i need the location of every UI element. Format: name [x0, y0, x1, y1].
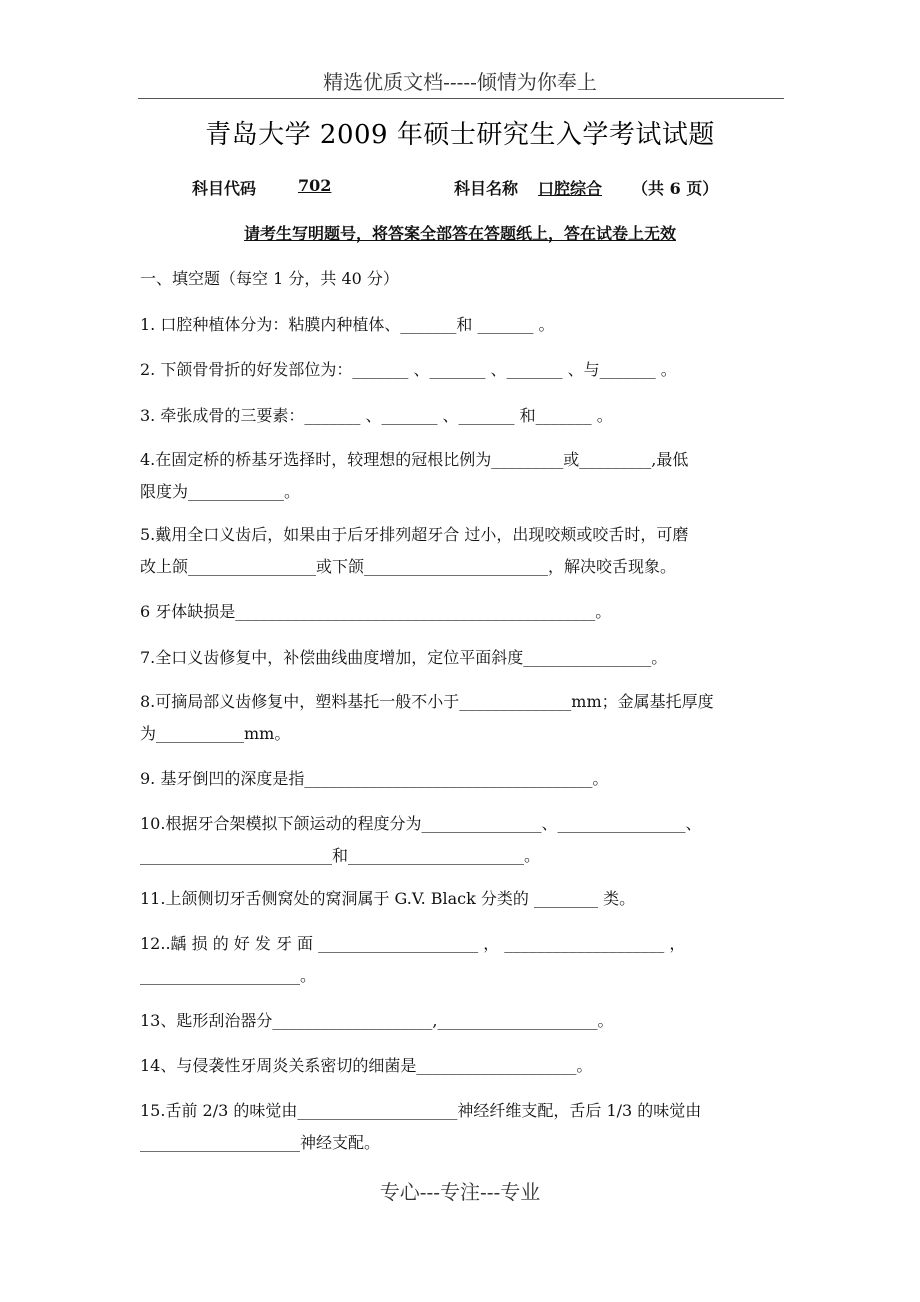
question-line: 6 牙体缺损是_____________________________________________。: [140, 602, 612, 621]
question-line: 13、匙形刮治器分____________________,____________________。: [140, 1011, 614, 1030]
question-10: [140, 808, 792, 872]
subject-name-label: 科目名称: [454, 179, 519, 198]
question-5: [140, 519, 792, 583]
exam-title: 青岛大学 2009 年硕士研究生入学考试试题: [205, 120, 715, 150]
subject-code-value: 702: [298, 176, 332, 195]
section-title: 一、填空题（每空 1 分，共 40 分）: [140, 269, 399, 288]
question-7: [140, 642, 792, 674]
question-line: 5.戴用全口义齿后，如果由于后牙排列超牙合 过小，出现咬颊或咬舌时，可磨: [140, 525, 689, 544]
question-line: 限度为____________。: [140, 482, 301, 501]
question-14: [140, 1050, 792, 1082]
question-line: 9. 基牙倒凹的深度是指____________________________________。: [140, 769, 609, 788]
subject-info: [192, 176, 792, 200]
question-line: 改上颌________________或下颌_______________________，解决咬舌现象。: [140, 557, 677, 576]
question-line: 14、与侵袭性牙周炎关系密切的细菌是____________________。: [140, 1056, 593, 1075]
question-line: 4.在固定桥的桥基牙选择时，较理想的冠根比例为_________或_________,最低: [140, 450, 689, 469]
subject-name-value: 口腔综合: [538, 179, 603, 198]
page-footer: 专心---专注---专业: [379, 1180, 541, 1204]
question-line: 7.全口义齿修复中，补偿曲线曲度增加，定位平面斜度________________。: [140, 648, 668, 667]
page-count: （共 6 页）: [632, 179, 719, 198]
question-6: [140, 596, 792, 628]
subject-code-label: 科目代码: [192, 179, 257, 198]
question-8: [140, 686, 792, 750]
header-divider: [138, 98, 784, 99]
question-line: 2. 下颌骨骨折的好发部位为：_______ 、_______ 、_______ 、与_______ 。: [140, 360, 677, 379]
question-line: 10.根据牙合架模拟下颌运动的程度分为_______________、________________、: [140, 814, 702, 833]
question-line: 12..龋 损 的 好 发 牙 面 ____________________ ， ____________________ ，: [140, 934, 686, 953]
exam-notice: 请考生写明题号，将答案全部答在答题纸上，答在试卷上无效: [243, 224, 676, 243]
question-line: 8.可摘局部义齿修复中，塑料基托一般不小于______________mm；金属基托厚度: [140, 692, 714, 711]
question-line: 1. 口腔种植体分为：粘膜内种植体、_______和 _______ 。: [140, 315, 555, 334]
question-line: 11.上颌侧切牙舌侧窝处的窝洞属于 G.V. Black 分类的 ________ 类。: [140, 889, 636, 908]
question-line: 15.舌前 2/3 的味觉由____________________神经纤维支配，舌后 1/3 的味觉由: [140, 1101, 702, 1120]
question-15: [140, 1095, 792, 1159]
question-line: 为___________mm。: [140, 724, 291, 743]
question-11: [140, 883, 792, 915]
page-header: 精选优质文档-----倾情为你奉上: [323, 70, 597, 94]
question-13: [140, 1005, 792, 1037]
question-line: ____________________神经支配。: [140, 1133, 381, 1152]
question-line: ________________________和______________________。: [140, 846, 541, 865]
question-4: [140, 444, 792, 508]
question-line: ____________________。: [140, 966, 317, 985]
question-1: [140, 309, 792, 341]
question-9: [140, 763, 792, 795]
question-12: [140, 928, 792, 992]
question-line: 3. 牵张成骨的三要素：_______ 、_______ 、_______ 和_______ 。: [140, 406, 613, 425]
question-3: [140, 400, 792, 432]
question-2: [140, 354, 792, 386]
